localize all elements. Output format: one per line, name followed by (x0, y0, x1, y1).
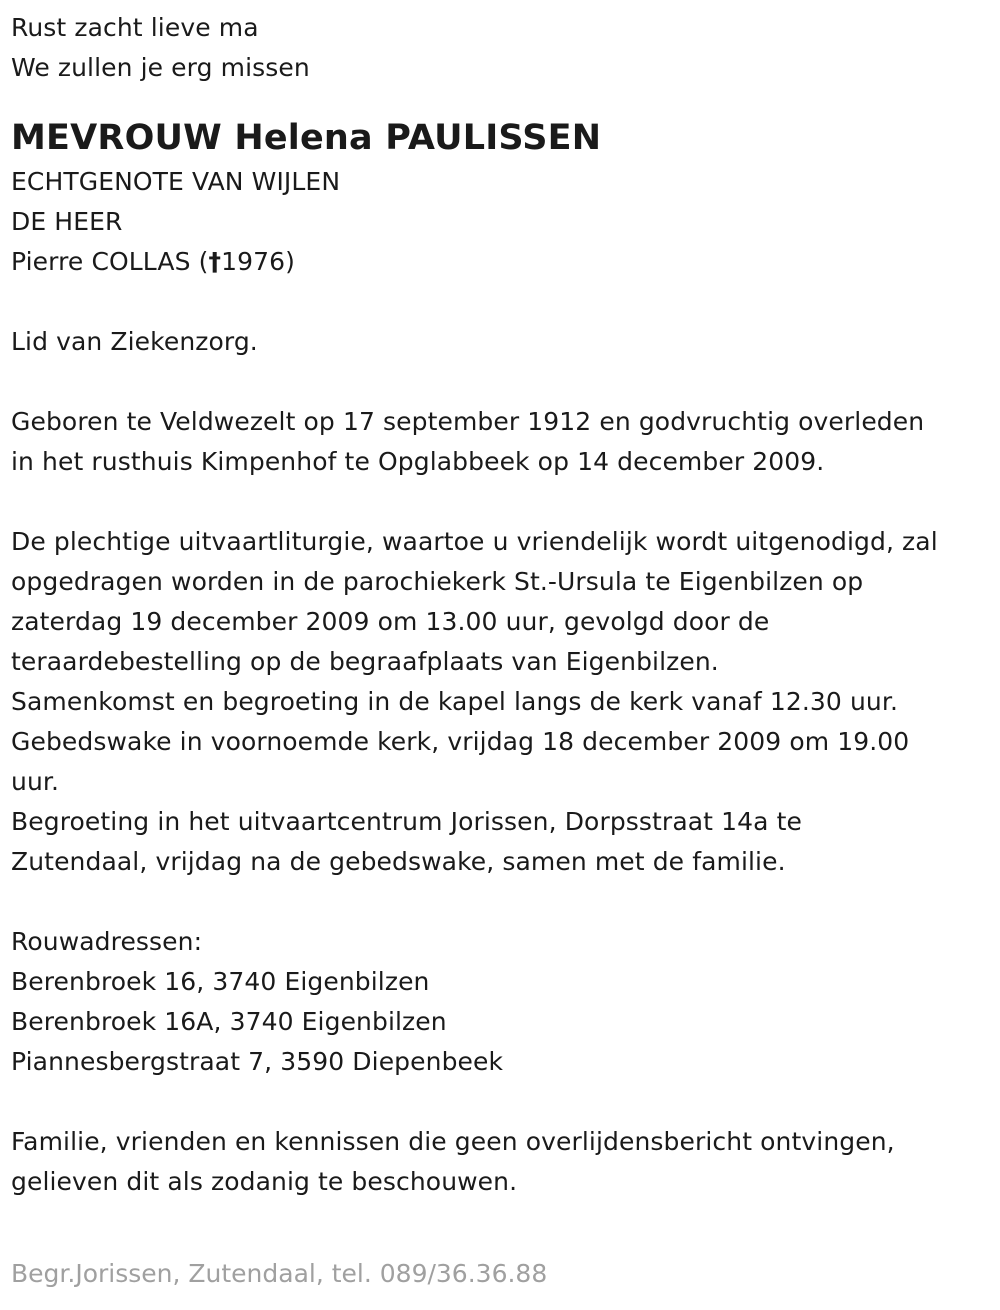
notice-line-2: gelieven dit als zodanig te beschouwen. (11, 1167, 518, 1196)
membership: Lid van Ziekenzorg. (11, 327, 258, 356)
spacer (11, 362, 996, 402)
funeral-home-footer: Begr.Jorissen, Zutendaal, tel. 089/36.36.88 (11, 1259, 548, 1288)
address-item: Berenbroek 16, 3740 Eigenbilzen (11, 967, 430, 996)
intro-line-1: Rust zacht lieve ma (11, 13, 259, 42)
birth-death-line-2: in het rusthuis Kimpenhof te Opglabbeek op 14 december 2009. (11, 447, 825, 476)
notice-line-1: Familie, vrienden en kennissen die geen overlijdensbericht ontvingen, (11, 1127, 895, 1156)
ceremony-line: opgedragen worden in de parochiekerk St.-Ursula te Eigenbilzen op (11, 567, 864, 596)
spacer (11, 482, 996, 522)
cross-icon: † (208, 247, 222, 276)
spouse-death-year: 1976) (221, 247, 295, 276)
ceremony-line: Gebedswake in voornoemde kerk, vrijdag 18 december 2009 om 19.00 (11, 727, 910, 756)
birth-death-line-1: Geboren te Veldwezelt op 17 september 1912 en godvruchtig overleden (11, 407, 925, 436)
obituary-notice (11, 8, 996, 1202)
spacer (11, 882, 996, 922)
spacer (11, 282, 996, 322)
ceremony-line: uur. (11, 767, 60, 796)
spouse-line-2: DE HEER (11, 207, 123, 236)
ceremony-line: Zutendaal, vrijdag na de gebedswake, samen met de familie. (11, 847, 786, 876)
address-item: Piannesbergstraat 7, 3590 Diepenbeek (11, 1047, 504, 1076)
spacer (11, 88, 996, 112)
deceased-name: MEVROUW Helena PAULISSEN (11, 118, 602, 158)
ceremony-line: Begroeting in het uitvaartcentrum Jorissen, Dorpsstraat 14a te (11, 807, 802, 836)
ceremony-line: Samenkomst en begroeting in de kapel langs de kerk vanaf 12.30 uur. (11, 687, 898, 716)
address-item: Berenbroek 16A, 3740 Eigenbilzen (11, 1007, 447, 1036)
spouse-name: Pierre COLLAS ( (11, 247, 209, 276)
addresses-heading: Rouwadressen: (11, 927, 203, 956)
ceremony-line: zaterdag 19 december 2009 om 13.00 uur, gevolgd door de (11, 607, 770, 636)
ceremony-line: teraardebestelling op de begraafplaats van Eigenbilzen. (11, 647, 719, 676)
spacer (11, 1082, 996, 1122)
spouse-line-1: ECHTGENOTE VAN WIJLEN (11, 167, 341, 196)
spouse-name-line (11, 242, 996, 282)
intro-line-2: We zullen je erg missen (11, 53, 310, 82)
ceremony-line: De plechtige uitvaartliturgie, waartoe u vriendelijk wordt uitgenodigd, zal (11, 527, 938, 556)
